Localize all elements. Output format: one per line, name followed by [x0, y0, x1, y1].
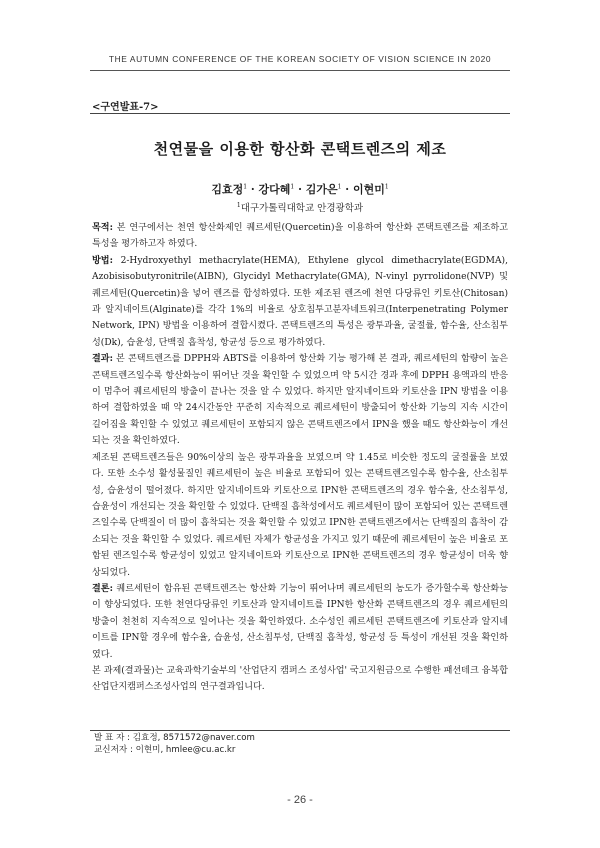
affiliation	[0, 200, 600, 214]
conference-header: THE AUTUMN CONFERENCE OF THE KOREAN SOCIETY OF VISION SCIENCE IN 2020	[108, 54, 492, 64]
affiliation-mark: 1	[236, 201, 241, 209]
author-name: 김효정	[211, 183, 244, 196]
corresponding-author-line: 교신저자 : 이현미, hmlee@cu.ac.kr	[94, 745, 236, 755]
author-affil-mark: 1	[337, 183, 342, 191]
author-affil-mark: 1	[290, 183, 295, 191]
conclusion-label: 결론:	[92, 582, 113, 594]
author-affil-mark: 1	[243, 183, 248, 191]
purpose-paragraph	[92, 220, 508, 253]
author-affil-mark: 1	[384, 183, 389, 191]
method-label: 방법:	[92, 254, 113, 266]
author-list	[0, 181, 600, 197]
method-text: 2-Hydroxyethyl methacrylate(HEMA), Ethylene glycol dimethacrylate(EGDMA), Azobisisobutyronitrile(AIBN), Glycidyl Methacrylate(GMA), N-vinyl pyrrolidone(NVP) 및 퀘르세틴(Quercetin)을 넣어 렌즈를 합성하였다. 또한 제조된 렌즈에 천연 다당류인 키토산(Chitosan)과 알지네이트(Alginate)를 각각 1%의 비율로 상호침투고분자네트워크(Interpenetrating Polymer Network, IPN) 방법을 이용하여 결합시켰다. 콘택트렌즈의 특성은 광투과율, 굴절률, 함수율, 산소침투성(Dk), 습윤성, 단백질 흡착성, 항균성 등으로 평가하였다.	[92, 255, 508, 348]
presenter-line: 발 표 자 : 김효정, 8571572@naver.com	[94, 733, 255, 743]
abstract-body	[92, 220, 508, 696]
session-label: <구연발표-7>	[92, 102, 159, 113]
purpose-text: 본 연구에서는 천연 항산화제인 퀘르세틴(Quercetin)을 이용하여 항산화 콘택트렌즈를 제조하고 특성을 평가하고자 하였다.	[92, 223, 508, 250]
author-name: 이현미	[352, 183, 385, 196]
affiliation-text: 대구가톨릭대학교 안경광학과	[240, 203, 364, 214]
result-paragraph-2: 제조된 콘택트렌즈들은 90%이상의 높은 광투과율을 보였으며 약 1.45로 비슷한 정도의 굴절률을 보였다. 또한 소수성 활성물질인 퀘르세틴이 높은 비율로 포함되어 있는 콘택트렌즈일수록 함수율, 산소침투성, 습윤성이 떨어졌다. 하지만 알지네이트와 키토산으로 IPN한 콘택트렌즈의 경우 함수율, 산소침투성, 습윤성이 개선되는 것을 확인할 수 있었다. 단백질 흡착성에서도 퀘르세틴이 많이 포함되어 있는 콘택트렌즈일수록 단백질이 더 많이 흡착되는 것을 확인할 수 있었고 IPN한 콘택트렌즈에서는 단백질의 흡착이 감소되는 것을 확인할 수 있었다. 퀘르세틴 자체가 항균성을 가지고 있기 때문에 퀘르세틴이 높은 비율로 포함된 렌즈일수록 항균성이 있었고 알지네이트와 키토산으로 IPN한 콘택트렌즈의 경우 항균성이 더욱 향상되었다.	[92, 452, 508, 578]
result-label: 결과:	[92, 353, 113, 365]
session-divider	[90, 113, 510, 114]
author-separator: ·	[341, 183, 353, 196]
conclusion-paragraph	[92, 581, 508, 663]
author-separator: ·	[294, 183, 306, 196]
result-paragraph	[92, 351, 508, 449]
page-number: - 26 -	[287, 794, 313, 806]
author-name: 강다혜	[258, 183, 291, 196]
author-separator: ·	[247, 183, 259, 196]
footnote	[94, 732, 255, 756]
author-name: 김가은	[305, 183, 338, 196]
method-paragraph	[92, 253, 508, 351]
paper-title: 천연물을 이용한 항산화 콘택트렌즈의 제조	[153, 140, 447, 158]
footnote-divider	[90, 730, 510, 731]
conclusion-text: 퀘르세틴이 함유된 콘택트렌즈는 항산화 기능이 뛰어나며 퀘르세틴의 농도가 증가할수록 항산화능이 향상되었다. 또한 천연다당류인 키토산과 알지네이트를 IPN한 항산화 콘택트렌즈의 경우 퀘르세틴의 방출이 천천히 지속적으로 일어나는 것을 확인하였다. 소수성인 퀘르세틴 콘택트렌즈에 키토산과 알지네이트를 IPN할 경우에 함수율, 습윤성, 산소침투성, 단백질 흡착성, 항균성 등 특성이 개선된 것을 확인하였다.	[92, 583, 508, 660]
result-text: 본 콘택트렌즈를 DPPH와 ABTS를 이용하여 항산화 기능 평가해 본 결과, 퀘르세틴의 함량이 높은 콘택트렌즈일수록 항산화능이 뛰어난 것을 확인할 수 있었으며 약 5시간 경과 후에 DPPH 용액과의 반응이 멈추어 퀘르세틴의 방출이 끝나는 것을 알 수 있었다. 하지만 알지네이트와 키토산을 IPN 방법을 이용하여 결합하였을 때 약 24시간동안 꾸준히 지속적으로 퀘르세틴이 방출되어 항산화 기능의 지속 시간이 길어짐을 확인할 수 있었고 퀘르세틴이 포함되지 않은 콘택트렌즈에서 IPN을 했을 때도 항산화능이 개선되는 것을 확인하였다.	[92, 354, 508, 447]
header-divider	[90, 70, 510, 71]
purpose-label: 목적:	[92, 222, 113, 233]
acknowledgement: 본 과제(결과물)는 교육과학기술부의 '산업단지 캠퍼스 조성사업' 국고지원금으로 수행한 패션테크 융복합 산업단지캠퍼스조성사업의 연구결과입니다.	[92, 665, 508, 693]
